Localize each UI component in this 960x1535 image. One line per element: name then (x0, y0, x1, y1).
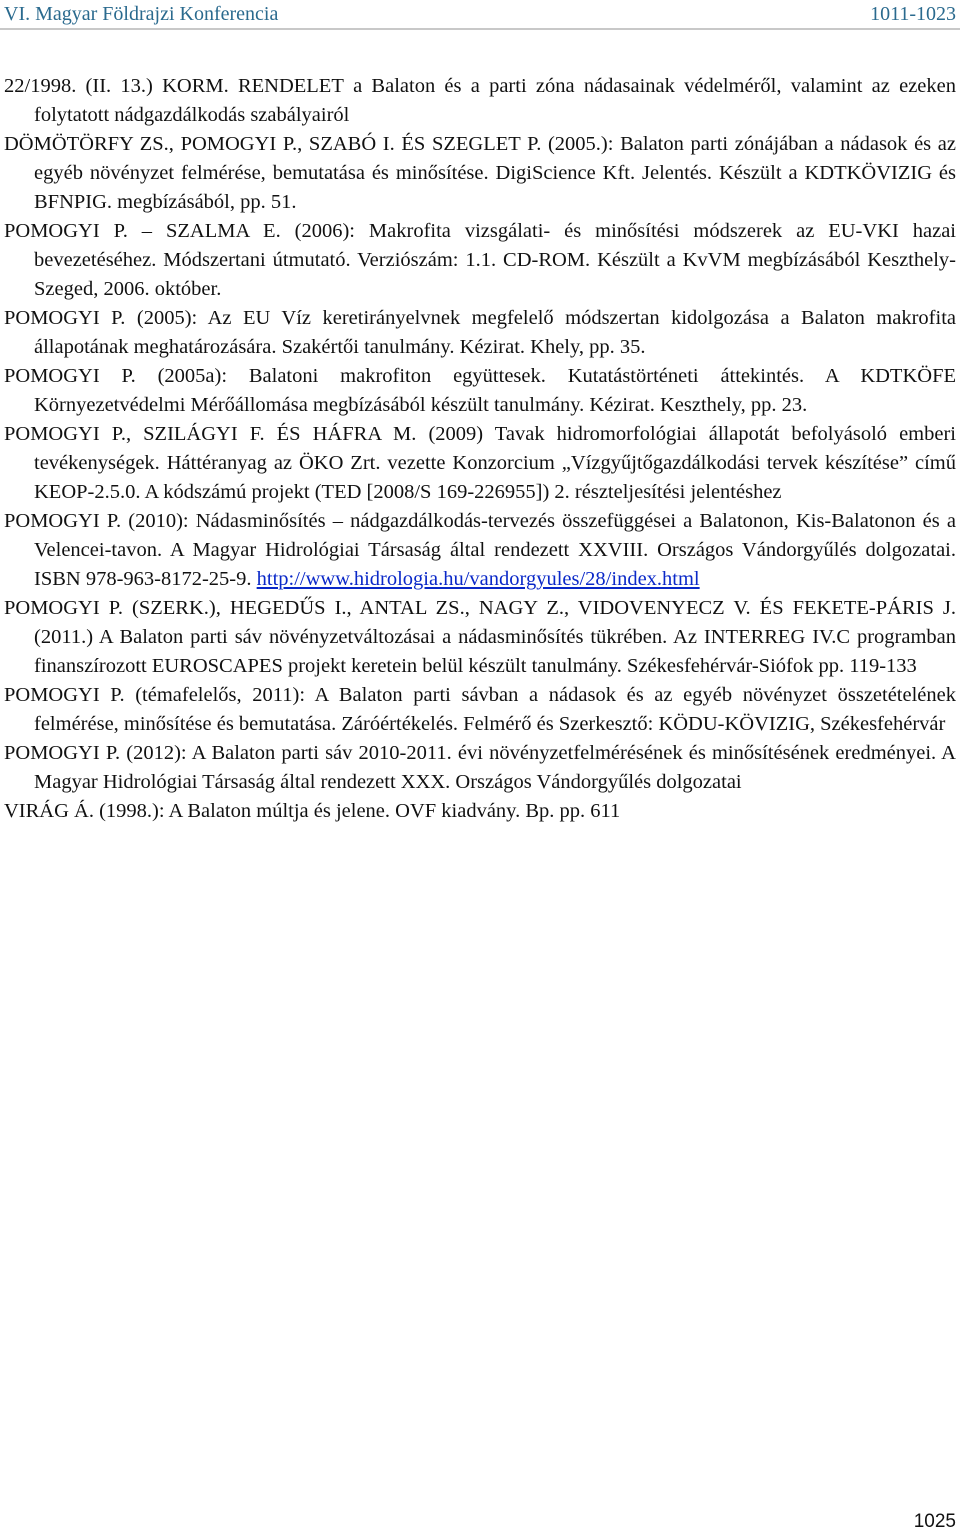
reference-text: (2011.) A Balaton parti sáv növényzetváltozásai a nádasminősítés tükrében. Az INTERREG IV.C programban finanszírozott EUROSCAPES projekt keretein belül készült tanulmány. Székesfehérvár-Siófok pp. 119-133 (34, 626, 956, 677)
reference-text: (2005.): Balaton parti zónájában a nádasok és az egyéb növényzet felmérése, bemutatása és minősítése. DigiScience Kft. Jelentés. Készült a KDTKÖVIZIG és BFNPIG. megbízásából, pp. 51. (34, 133, 956, 213)
reference-item (4, 420, 956, 507)
reference-author: POMOGYI P., SZILÁGYI F. ÉS HÁFRA M. (4, 423, 417, 445)
reference-author: POMOGYI P. (SZERK.), HEGEDŰS I., ANTAL ZS., NAGY Z., VIDOVENYECZ V. ÉS FEKETE-PÁRIS J. (4, 597, 956, 619)
reference-text: a Balaton és a parti zóna nádasainak védelméről, valamint az ezeken folytatott nádgazdálkodás szabályairól (34, 75, 956, 126)
reference-text: (2010): Nádasminősítés – nádgazdálkodás-tervezés összefüggései a Balatonon, Kis-Balatonon és a Velencei-tavon. A Magyar Hidrológiai Társaság által rendezett XXVIII. Országos Vándorgyűlés dolgozatai. ISBN 978-963-8172-25-9. (34, 510, 956, 590)
page-range: 1011-1023 (870, 3, 956, 25)
reference-text: (2012): A Balaton parti sáv 2010-2011. évi növényzetfelmérésének és minősítésének eredményei. A Magyar Hidrológiai Társaság által rendezett XXX. Országos Vándorgyűlés dolgozatai (34, 742, 956, 793)
reference-author: POMOGYI P. (4, 684, 125, 706)
reference-item (4, 362, 956, 420)
reference-author: POMOGYI P. (4, 307, 126, 329)
reference-item (4, 681, 956, 739)
reference-text: (1998.): A Balaton múltja és jelene. OVF kiadvány. Bp. pp. 611 (93, 800, 621, 822)
reference-text: (2009) Tavak hidromorfológiai állapotát befolyásoló emberi tevékenységek. Háttéranyag az ÖKO Zrt. vezette Konzorcium „Vízgyűjtőgazdálkodási tervek készítése” című KEOP-2.5.0. A kódszámú projekt (TED [2008/S 169-226955]) 2. részteljesítési jelentéshez (34, 423, 956, 503)
reference-author: VIRÁG Á. (4, 800, 94, 822)
reference-item (4, 797, 956, 826)
conference-title: VI. Magyar Földrajzi Konferencia (4, 3, 279, 25)
reference-link[interactable]: http://www.hidrologia.hu/vandorgyules/28/index.html (256, 568, 700, 590)
reference-item (4, 304, 956, 362)
reference-item (4, 594, 956, 681)
reference-author: POMOGYI P. (4, 510, 122, 532)
reference-item (4, 130, 956, 217)
reference-author: DÖMÖTÖRFY ZS., POMOGYI P., SZABÓ I. ÉS SZEGLET P. (4, 133, 542, 155)
reference-author: POMOGYI P. (4, 365, 136, 387)
running-header (0, 0, 960, 30)
reference-author: POMOGYI P. (4, 742, 121, 764)
page-number: 1025 (913, 1511, 956, 1532)
reference-item (4, 739, 956, 797)
reference-item (4, 72, 956, 130)
reference-list (4, 72, 956, 826)
reference-author: POMOGYI P. – SZALMA E. (4, 220, 281, 242)
reference-item (4, 507, 956, 594)
reference-item (4, 217, 956, 304)
reference-text: (2005): Az EU Víz keretirányelvnek megfelelő módszertan kidolgozása a Balaton makrofita állapotának meghatározására. Szakértői tanulmány. Kézirat. Khely, pp. 35. (34, 307, 956, 358)
reference-text: (2005a): Balatoni makrofiton együttesek. Kutatástörténeti áttekintés. A KDTKÖFE Környezetvédelmi Mérőállomása megbízásából készült tanulmány. Kézirat. Keszthely, pp. 23. (34, 365, 956, 416)
reference-text: (2006): Makrofita vizsgálati- és minősítési módszerek az EU-VKI hazai bevezetéséhez. Módszertani útmutató. Verziószám: 1.1. CD-ROM. Készült a KvVM megbízásából Keszthely-Szeged, 2006. október. (34, 220, 956, 300)
reference-author: 22/1998. (II. 13.) KORM. RENDELET (4, 75, 344, 97)
reference-text: (témafelelős, 2011): A Balaton parti sávban a nádasok és az egyéb növényzet összetételének felmérése, minősítése és bemutatása. Záróértékelés. Felmérő és Szerkesztő: KÖDU-KÖVIZIG, Székesfehérvár (34, 684, 956, 735)
